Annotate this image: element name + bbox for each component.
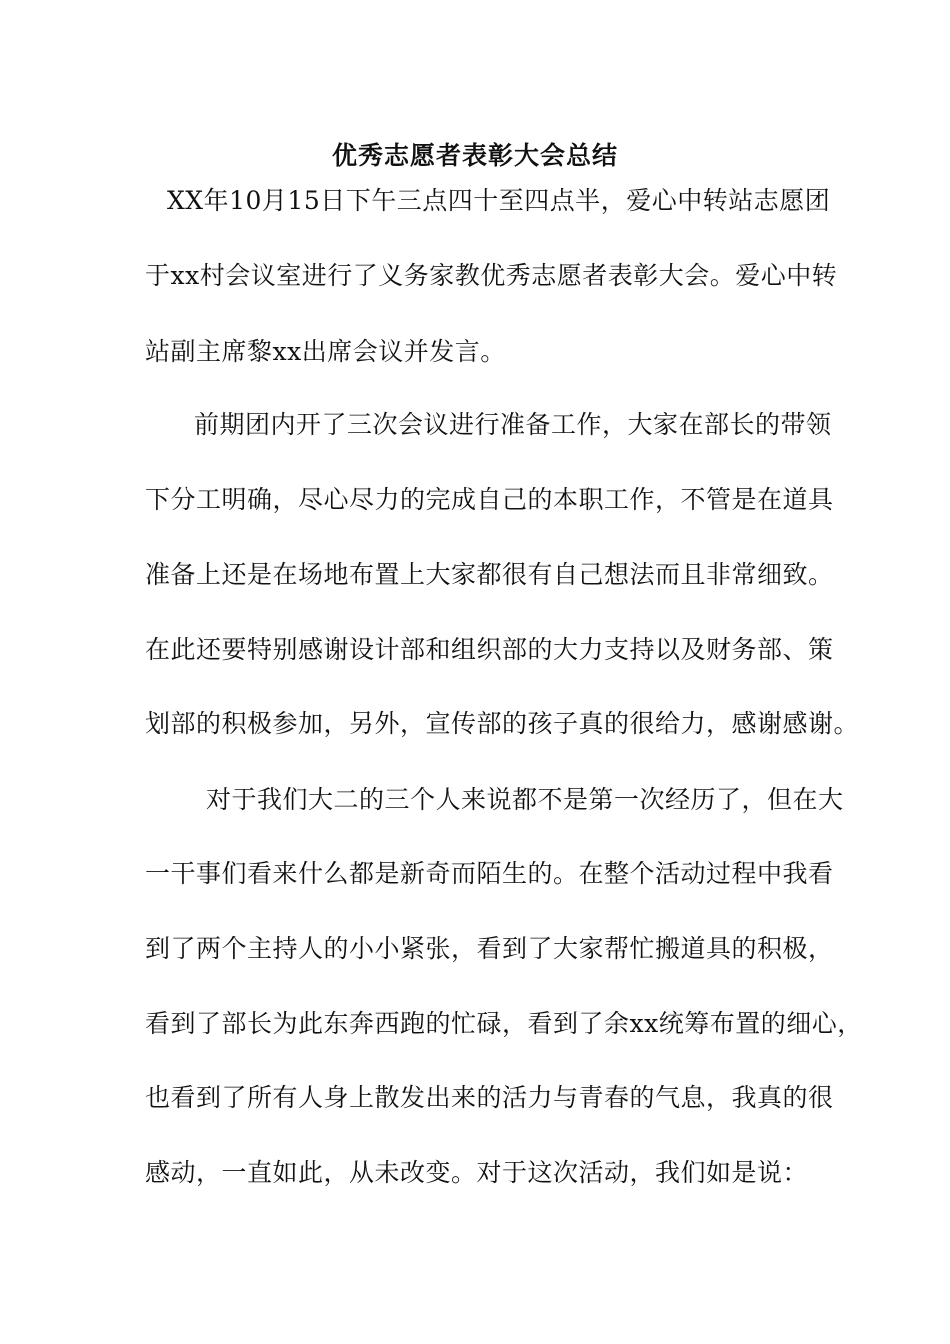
paragraph-line: 到了两个主持人的小小紧张，看到了大家帮忙搬道具的积极，: [145, 934, 834, 963]
paragraph-line: 看到了部长为此东奔西跑的忙碌，看到了余xx统筹布置的细心，: [145, 1009, 863, 1038]
paragraph-line: 于xx村会议室进行了义务家教优秀志愿者表彰大会。爱心中转: [145, 261, 838, 290]
paragraph-line: 对于我们大二的三个人来说都不是第一次经历了，但在大: [206, 785, 844, 814]
paragraph-line: 前期团内开了三次会议进行准备工作，大家在部长的带领: [194, 410, 832, 439]
paragraph-line: 下分工明确，尽心尽力的完成自己的本职工作，不管是在道具: [145, 485, 834, 514]
paragraph-line: 在此还要特别感谢设计部和组织部的大力支持以及财务部、策: [145, 635, 834, 664]
paragraph-line: XX年10月15日下午三点四十至四点半，爱心中转站志愿团: [167, 186, 831, 215]
paragraph-line: 准备上还是在场地布置上大家都很有自己想法而且非常细致。: [145, 560, 834, 589]
paragraph-line: 也看到了所有人身上散发出来的活力与青春的气息，我真的很: [145, 1083, 834, 1112]
paragraph-line: 感动，一直如此，从未改变。对于这次活动，我们如是说：: [145, 1158, 809, 1187]
paragraph-line: 一干事们看来什么都是新奇而陌生的。在整个活动过程中我看: [145, 859, 834, 888]
paragraph-line: 站副主席黎xx出席会议并发言。: [145, 337, 506, 366]
document-title: 优秀志愿者表彰大会总结: [331, 141, 618, 170]
paragraph-line: 划部的积极参加，另外，宣传部的孩子真的很给力，感谢感谢。: [145, 709, 860, 738]
